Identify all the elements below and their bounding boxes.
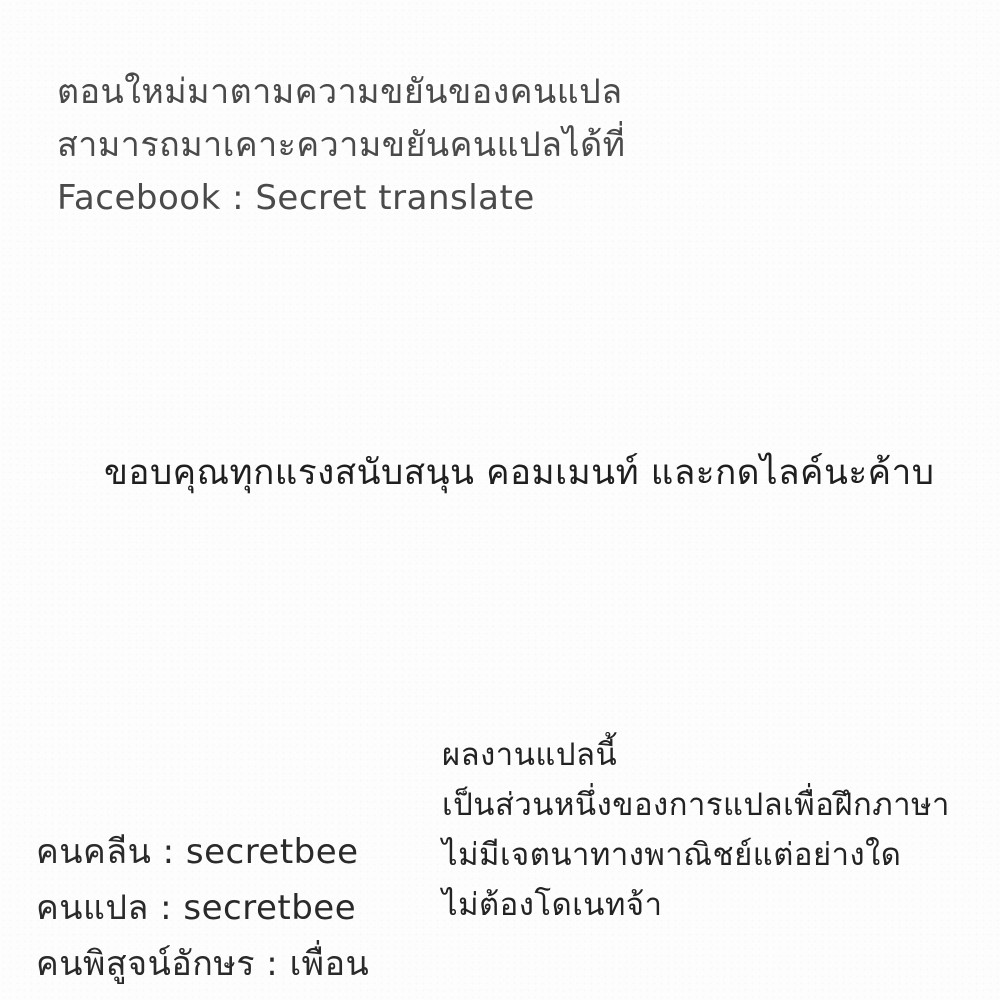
disclaimer-line: ไม่มีเจตนาทางพาณิชย์แต่อย่างใด — [442, 837, 902, 873]
translator-update-note — [57, 66, 626, 225]
facebook-contact-line: Facebook : Secret translate — [57, 178, 535, 218]
thank-you-note — [104, 450, 934, 496]
credit-proofreader-line: คนพิสูจน์อักษร : เพื่อน — [36, 944, 370, 984]
disclaimer-line: ไม่ต้องโดเนทจ้า — [442, 887, 663, 923]
thank-you-line: ขอบคุณทุกแรงสนับสนุน คอมเมนท์ และกดไลค์นะค้าบ — [104, 453, 935, 493]
credit-translator-line: คนแปล : secretbee — [36, 888, 357, 928]
update-note-line: ตอนใหม่มาตามความขยันของคนแปล — [57, 72, 623, 112]
update-note-line: สามารถมาเคาะความขยันคนแปลได้ที่ — [57, 125, 626, 165]
disclaimer-line: ผลงานแปลนี้ — [442, 737, 618, 773]
staff-credits — [36, 824, 369, 992]
disclaimer-note — [442, 730, 950, 930]
credit-cleaner-line: คนคลีน : secretbee — [36, 832, 359, 872]
disclaimer-line: เป็นส่วนหนึ่งของการแปลเพื่อฝึกภาษา — [442, 787, 950, 823]
